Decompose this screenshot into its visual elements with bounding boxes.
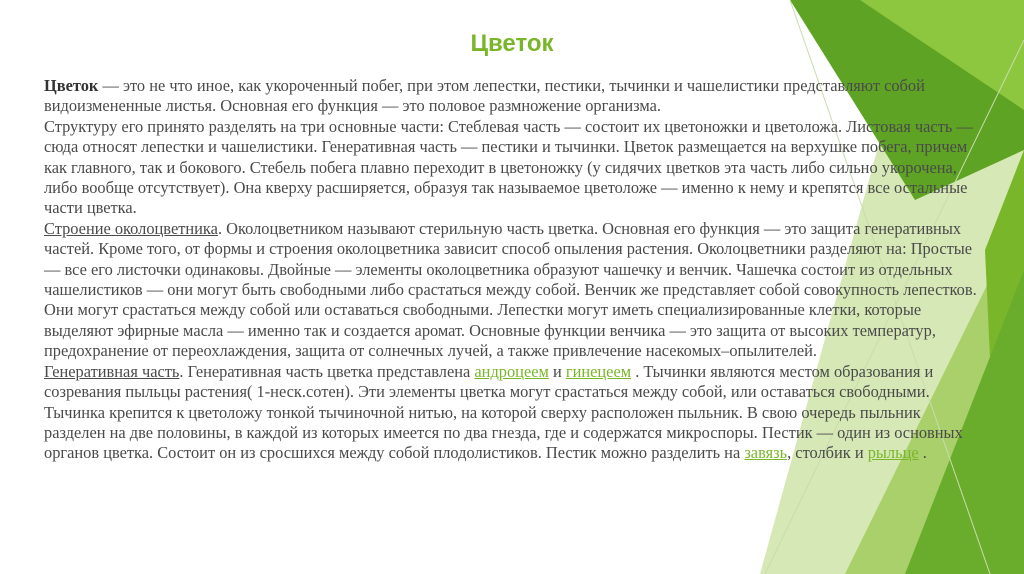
body-text xyxy=(44,76,979,464)
paragraph-generative xyxy=(44,362,979,464)
link-stigma[interactable]: рыльце xyxy=(867,443,919,463)
generative-text-2: и xyxy=(548,361,566,381)
paragraph-structure: Структуру его принято разделять на три основные части: Стеблевая часть — состоит их цветоножки и цветоложа. Листовая часть — сюда относят лепестки и чашелистики. Генеративная часть — пестики и тычинки. Цветок размещается на верхушке побега, причем как главного, так и бокового. Стебель побега плавно переходит в цветоножку (у сидячих цветков эта часть либо сильно укорочена, либо вообще отсутствует). Она кверху расширяется, образуя так называемое цветоложе — именно к нему и крепятся все остальные части цветка. xyxy=(44,116,973,218)
link-androecium[interactable]: андроцеем xyxy=(474,361,549,381)
page-title: Цветок xyxy=(470,30,554,57)
perianth-text: . Околоцветником называют стерильную часть цветка. Основная его функция — это защита генеративных частей. Кроме того, от формы и строения околоцветника зависит способ опыления растения. Околоцветники разделяют на: Простые — все его листочки одинаковы. Двойные — элементы околоцветника образуют чашечку и венчик. Чашечка состоит из отдельных чашелистиков — они могут быть свободными либо срастаться между собой. Венчик же представляет собой совокупность лепестков. Они могут срастаться между собой или оставаться свободными. Лепестки могут иметь специализированные клетки, которые выделяют эфирные масла — именно так и создается аромат. Основные функции венчика — это защита от высоких температур, предохранение от переохлаждения, защита от солнечных лучей, а также привлечение насекомых–опылителей. xyxy=(44,218,977,361)
paragraph-definition xyxy=(44,76,979,117)
heading-perianth: Строение околоцветника xyxy=(44,218,218,238)
generative-text-3: . Тычинки являются местом образования и созревания пыльцы растения( 1-неск.сотен). Эти элементы цветка могут срастаться между собой, или оставаться свободными. Тычинка крепится к цветоложу тонкой тычиночной нитью, на которой сверху расположен пыльник. В свою очередь пыльник разделен на две половины, в каждой из которых имеется по два гнезда, где и содержатся микроспоры. Пестик — один из основных органов цветка. Состоит он из сросшихся между собой плодолистиков. Пестик можно разделить на xyxy=(44,361,963,463)
paragraph-perianth xyxy=(44,219,979,362)
generative-text-5: . xyxy=(918,443,927,463)
link-ovary[interactable]: завязь xyxy=(744,443,788,463)
generative-text-1: . Генеративная часть цветка представлена xyxy=(179,361,475,381)
term-flower: Цветок xyxy=(44,76,99,95)
definition-text: — это не что иное, как укороченный побег, при этом лепестки, пестики, тычинки и чашелистики представляют собой видоизмененные листья. Основная его функция — это половое размножение организма. xyxy=(44,76,925,116)
heading-generative: Генеративная часть xyxy=(44,361,180,381)
generative-text-4: , столбик и xyxy=(787,443,868,463)
link-gynoecium[interactable]: гинецеем xyxy=(565,361,632,381)
